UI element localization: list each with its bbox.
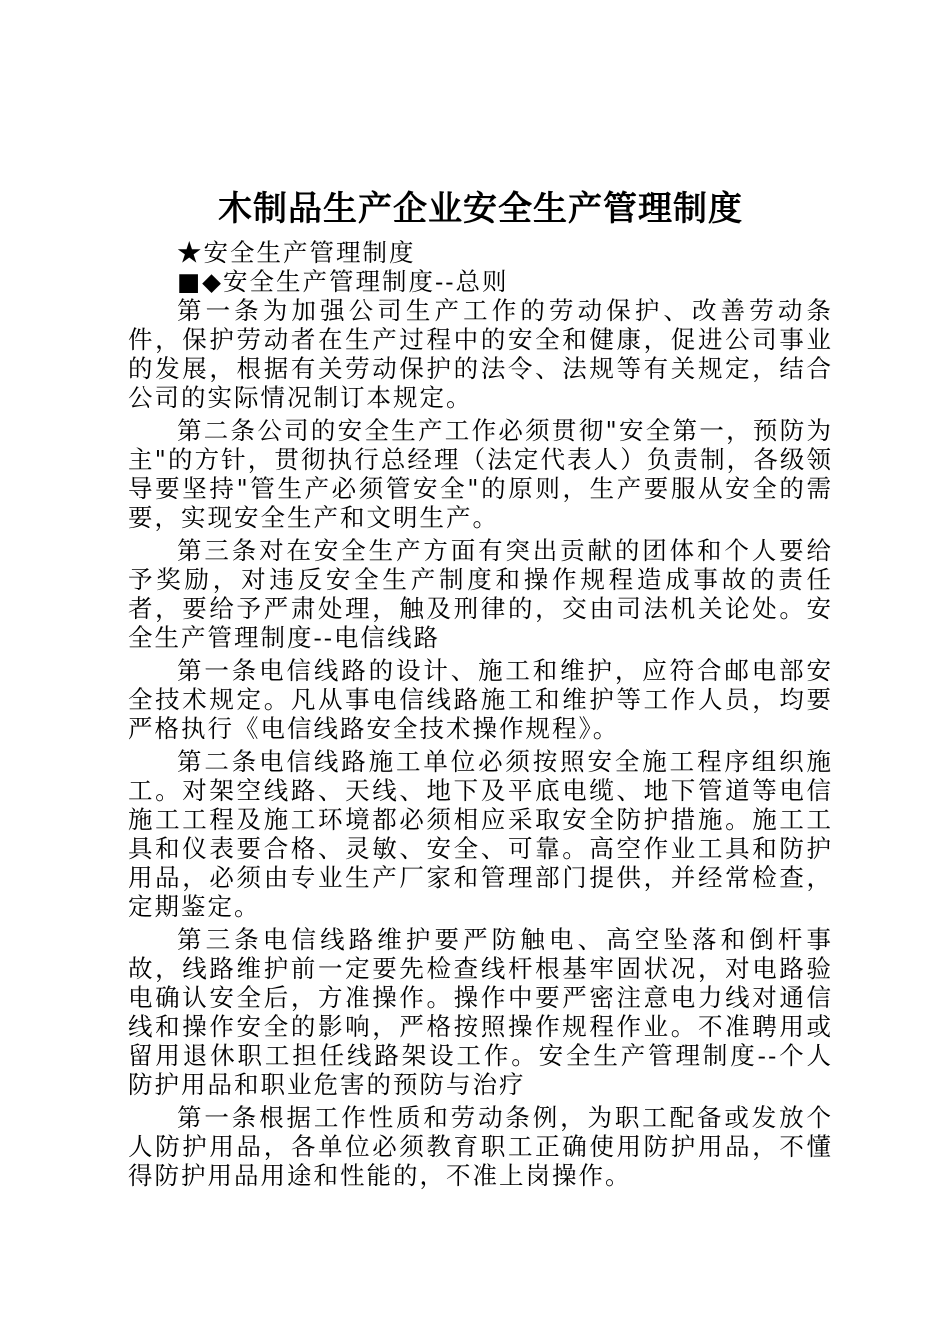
- paragraph: 第一条为加强公司生产工作的劳动保护、改善劳动条件，保护劳动者在生产过程中的安全和健康，促进公司事业的发展，根据有关劳动保护的法令、法规等有关规定，结合公司的实际情况制订本规定。: [128, 296, 833, 412]
- paragraph: 第三条对在安全生产方面有突出贡献的团体和个人要给予奖励，对违反安全生产制度和操作规程造成事故的责任者，要给予严肃处理，触及刑律的，交由司法机关论处。安全生产管理制度--电信线路: [128, 536, 833, 652]
- paragraph: 第一条根据工作性质和劳动条例，为职工配备或发放个人防护用品，各单位必须教育职工正确使用防护用品，不懂得防护用品用途和性能的，不准上岗操作。: [128, 1103, 833, 1190]
- paragraph: 第二条公司的安全生产工作必须贯彻"安全第一，预防为主"的方针，贯彻执行总经理（法定代表人）负责制，各级领导要坚持"管生产必须管安全"的原则，生产要服从安全的需要，实现安全生产和文明生产。: [128, 416, 833, 532]
- document-title: 木制品生产企业安全生产管理制度: [218, 189, 743, 229]
- paragraph: 第二条电信线路施工单位必须按照安全施工程序组织施工。对架空线路、天线、地下及平底电缆、地下管道等电信施工工程及施工环境都必须相应采取安全防护措施。施工工具和仪表要合格、灵敏、安全、可靠。高空作业工具和防护用品，必须由专业生产厂家和管理部门提供，并经常检查，定期鉴定。: [128, 747, 833, 921]
- section-heading-general: ■◆安全生产管理制度--总则: [177, 267, 509, 296]
- section-heading-star: ★安全生产管理制度: [177, 238, 416, 267]
- document-page: [128, 180, 833, 1190]
- document-body: [128, 238, 833, 1190]
- paragraph: 第一条电信线路的设计、施工和维护，应符合邮电部安全技术规定。凡从事电信线路施工和维护等工作人员，均要严格执行《电信线路安全技术操作规程》。: [128, 656, 833, 743]
- paragraph: 第三条电信线路维护要严防触电、高空坠落和倒杆事故，线路维护前一定要先检查线杆根基牢固状况，对电路验电确认安全后，方准操作。操作中要严密注意电力线对通信线和操作安全的影响，严格按照操作规程作业。不准聘用或留用退休职工担任线路架设工作。安全生产管理制度--个人防护用品和职业危害的预防与治疗: [128, 925, 833, 1099]
